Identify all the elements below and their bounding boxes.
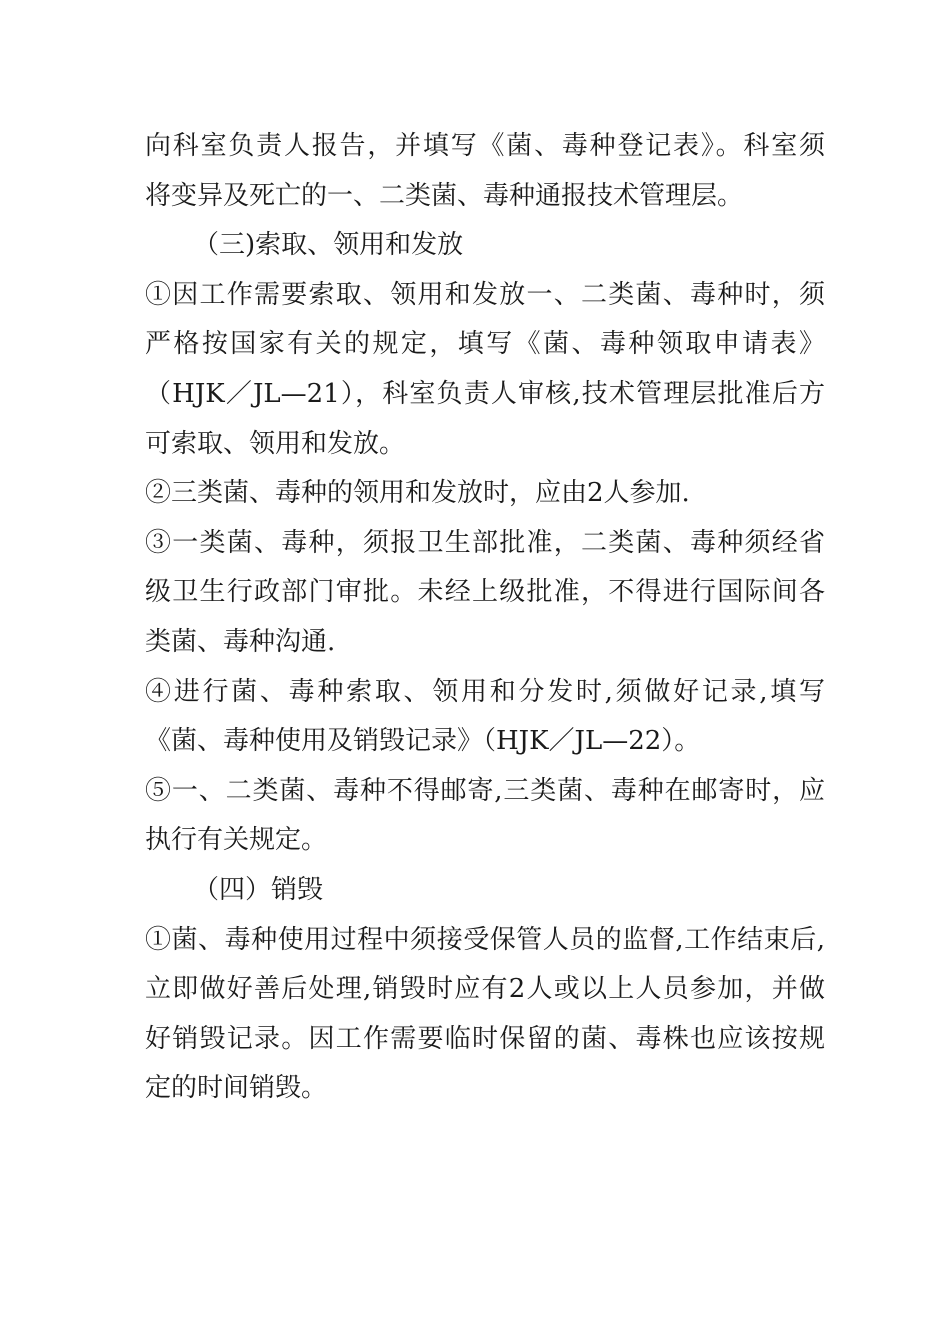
paragraph-line: ⑤一、二类菌、毒种不得邮寄,三类菌、毒种在邮寄时，应 [145, 775, 825, 806]
paragraph-line: 将变异及死亡的一、二类菌、毒种通报技术管理层。 [145, 180, 744, 211]
paragraph-line: 可索取、领用和发放。 [145, 428, 406, 459]
section-heading: （三)索取、领用和发放 [193, 230, 464, 261]
paragraph-line: 严格按国家有关的规定，填写《菌、毒种领取申请表》 [145, 329, 825, 360]
paragraph-line: ①因工作需要索取、领用和发放一、二类菌、毒种时，须 [145, 279, 825, 310]
paragraph-line: ④进行菌、毒种索取、领用和分发时,须做好记录,填写 [145, 676, 825, 707]
paragraph-line: ②三类菌、毒种的领用和发放时，应由2人参加. [145, 478, 690, 509]
paragraph-line: 向科室负责人报告，并填写《菌、毒种登记表》。科室须 [145, 131, 825, 161]
paragraph-line: 执行有关规定。 [145, 825, 328, 856]
paragraph-line: ③一类菌、毒种，须报卫生部批准，二类菌、毒种须经省 [145, 527, 825, 558]
paragraph-line: 立即做好善后处理,销毁时应有2人或以上人员参加，并做 [145, 974, 825, 1005]
paragraph-line: 定的时间销毁。 [145, 1073, 328, 1104]
paragraph-line: 级卫生行政部门审批。未经上级批准，不得进行国际间各 [145, 577, 825, 608]
paragraph-line: 类菌、毒种沟通. [145, 626, 336, 657]
document-body [145, 122, 825, 1114]
paragraph-line: ①菌、毒种使用过程中须接受保管人员的监督,工作结束后, [145, 924, 825, 955]
paragraph-line: 好销毁记录。因工作需要临时保留的菌、毒株也应该按规 [145, 1023, 825, 1054]
paragraph-line: （HJK／JL—21），科室负责人审核,技术管理层批准后方 [145, 378, 825, 409]
section-heading: （四）销毁 [193, 874, 324, 905]
paragraph-line: 《菌、毒种使用及销毁记录》（HJK／JL—22）。 [145, 726, 701, 757]
